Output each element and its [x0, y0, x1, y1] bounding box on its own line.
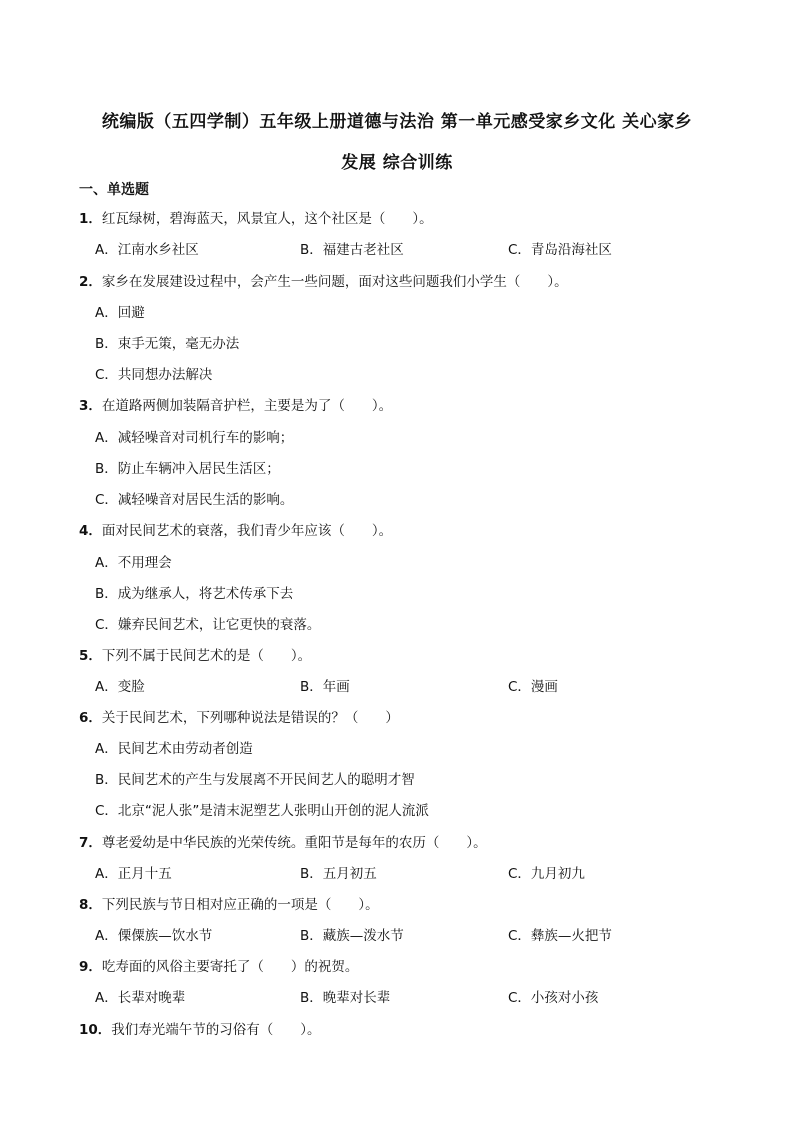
question-7: 7．尊老爱幼是中华民族的光荣传统。重阳节是每年的农历（ ）。 — [79, 835, 487, 851]
question-5: 5．下列不属于民间艺术的是（ ）。 — [79, 648, 312, 664]
question-8-option-b[interactable]: B．藏族—泼水节 — [300, 928, 404, 944]
question-8-option-c[interactable]: C．彝族—火把节 — [508, 928, 612, 944]
question-7-option-c[interactable]: C．九月初九 — [508, 866, 585, 882]
question-1: 1．红瓦绿树，碧海蓝天，风景宜人，这个社区是（ ）。 — [79, 211, 433, 227]
question-1-option-a[interactable]: A．江南水乡社区 — [95, 242, 199, 258]
question-4-option-c[interactable]: C．嫌弃民间艺术，让它更快的衰落。 — [95, 617, 321, 633]
question-5-option-a[interactable]: A．变脸 — [95, 679, 145, 695]
question-4: 4．面对民间艺术的衰落，我们青少年应该（ ）。 — [79, 523, 393, 539]
question-9-option-a[interactable]: A．长辈对晚辈 — [95, 990, 186, 1006]
question-9-option-b[interactable]: B．晚辈对长辈 — [300, 990, 391, 1006]
question-2: 2．家乡在发展建设过程中，会产生一些问题，面对这些问题我们小学生（ ）。 — [79, 274, 568, 290]
question-8: 8．下列民族与节日相对应正确的一项是（ ）。 — [79, 897, 379, 913]
question-3-option-a[interactable]: A．减轻噪音对司机行车的影响； — [95, 430, 294, 446]
question-1-option-b[interactable]: B．福建古老社区 — [300, 242, 404, 258]
question-5-option-c[interactable]: C．漫画 — [508, 679, 558, 695]
question-2-option-a[interactable]: A．回避 — [95, 305, 145, 321]
question-4-option-a[interactable]: A．不用理会 — [95, 555, 172, 571]
question-1-option-c[interactable]: C．青岛沿海社区 — [508, 242, 612, 258]
question-4-option-b[interactable]: B．成为继承人，将艺术传承下去 — [95, 586, 294, 602]
question-6-option-c[interactable]: C．北京“泥人张”是清末泥塑艺人张明山开创的泥人流派 — [95, 803, 429, 819]
question-6-option-b[interactable]: B．民间艺术的产生与发展离不开民间艺人的聪明才智 — [95, 772, 415, 788]
document-title-line-2: 发展 综合训练 — [341, 153, 453, 173]
question-3-option-c[interactable]: C．减轻噪音对居民生活的影响。 — [95, 492, 294, 508]
question-6: 6．关于民间艺术，下列哪种说法是错误的？（ ） — [79, 710, 399, 726]
question-6-option-a[interactable]: A．民间艺术由劳动者创造 — [95, 741, 253, 757]
question-9-option-c[interactable]: C．小孩对小孩 — [508, 990, 599, 1006]
question-7-option-b[interactable]: B．五月初五 — [300, 866, 377, 882]
question-10: 10．我们寿光端午节的习俗有（ ）。 — [79, 1022, 321, 1038]
question-3: 3．在道路两侧加装隔音护栏，主要是为了（ ）。 — [79, 398, 393, 414]
question-8-option-a[interactable]: A．傈僳族—饮水节 — [95, 928, 213, 944]
section-heading: 一、单选题 — [79, 182, 149, 198]
question-2-option-c[interactable]: C．共同想办法解决 — [95, 367, 213, 383]
question-5-option-b[interactable]: B．年画 — [300, 679, 350, 695]
question-7-option-a[interactable]: A．正月十五 — [95, 866, 172, 882]
question-9: 9．吃寿面的风俗主要寄托了（ ）的祝贺。 — [79, 959, 359, 975]
question-3-option-b[interactable]: B．防止车辆冲入居民生活区； — [95, 461, 280, 477]
document-title-line-1: 统编版（五四学制）五年级上册道德与法治 第一单元感受家乡文化 关心家乡 — [101, 112, 693, 132]
question-2-option-b[interactable]: B．束手无策，毫无办法 — [95, 336, 240, 352]
